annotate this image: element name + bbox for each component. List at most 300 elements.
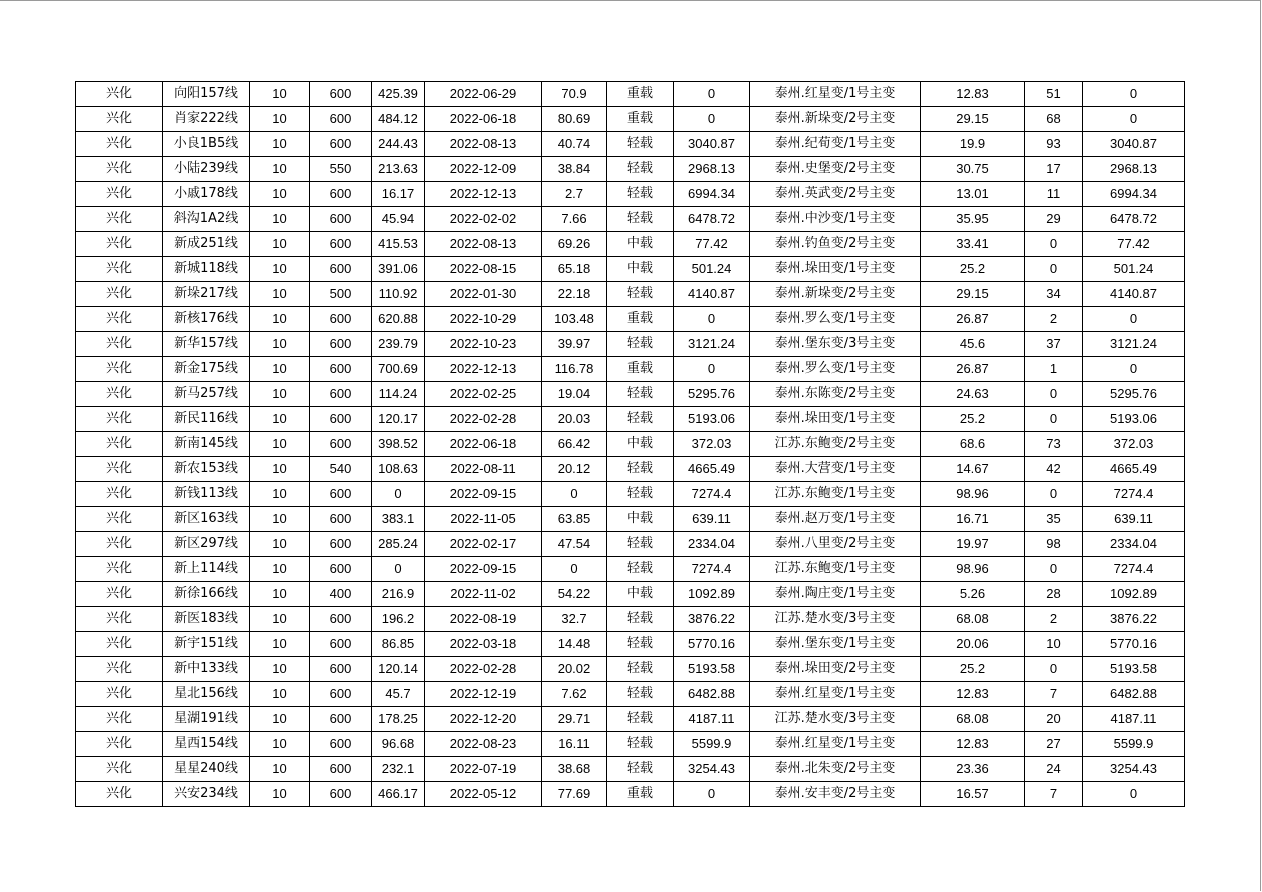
date-cell: 2022-09-15 (425, 482, 542, 507)
remaining-capacity-cell: 501.24 (1083, 257, 1185, 282)
load-status-cell: 重载 (607, 307, 674, 332)
voltage-cell: 10 (250, 332, 310, 357)
transformer-cell: 泰州.垛田变/1号主变 (750, 407, 921, 432)
voltage-cell: 10 (250, 232, 310, 257)
voltage-cell: 10 (250, 632, 310, 657)
capacity-cell: 600 (310, 107, 372, 132)
load-status-cell: 轻载 (607, 407, 674, 432)
count-cell: 68 (1025, 107, 1083, 132)
area-cell: 兴化 (76, 757, 163, 782)
transformer-cell: 泰州.垛田变/2号主变 (750, 657, 921, 682)
transformer-load-cell: 29.15 (921, 282, 1025, 307)
transformer-cell: 江苏.楚水变/3号主变 (750, 707, 921, 732)
transformer-cell: 泰州.纪荀变/1号主变 (750, 132, 921, 157)
area-cell: 兴化 (76, 407, 163, 432)
remaining-capacity-cell: 3040.87 (1083, 132, 1185, 157)
remaining-capacity-cell: 5599.9 (1083, 732, 1185, 757)
capacity-cell: 600 (310, 207, 372, 232)
voltage-cell: 10 (250, 732, 310, 757)
transformer-load-cell: 98.96 (921, 482, 1025, 507)
remaining-capacity-cell: 0 (1083, 307, 1185, 332)
area-cell: 兴化 (76, 632, 163, 657)
available-capacity-cell: 4140.87 (674, 282, 750, 307)
count-cell: 73 (1025, 432, 1083, 457)
count-cell: 0 (1025, 557, 1083, 582)
table-row (76, 357, 1185, 382)
available-capacity-cell: 5193.58 (674, 657, 750, 682)
line-name-cell: 向阳157线 (163, 82, 250, 107)
max-current-cell: 120.14 (372, 657, 425, 682)
max-current-cell: 216.9 (372, 582, 425, 607)
capacity-cell: 600 (310, 657, 372, 682)
transformer-cell: 泰州.八里变/2号主变 (750, 532, 921, 557)
remaining-capacity-cell: 4187.11 (1083, 707, 1185, 732)
transformer-cell: 泰州.英武变/2号主变 (750, 182, 921, 207)
transformer-load-cell: 13.01 (921, 182, 1025, 207)
voltage-cell: 10 (250, 482, 310, 507)
table-body (76, 82, 1185, 807)
max-current-cell: 425.39 (372, 82, 425, 107)
load-rate-cell: 2.7 (542, 182, 607, 207)
load-rate-cell: 47.54 (542, 532, 607, 557)
count-cell: 2 (1025, 307, 1083, 332)
voltage-cell: 10 (250, 132, 310, 157)
transformer-cell: 泰州.新垛变/2号主变 (750, 282, 921, 307)
transformer-load-cell: 20.06 (921, 632, 1025, 657)
load-status-cell: 重载 (607, 82, 674, 107)
load-rate-cell: 70.9 (542, 82, 607, 107)
count-cell: 34 (1025, 282, 1083, 307)
load-rate-cell: 77.69 (542, 782, 607, 807)
max-current-cell: 96.68 (372, 732, 425, 757)
max-current-cell: 285.24 (372, 532, 425, 557)
area-cell: 兴化 (76, 732, 163, 757)
voltage-cell: 10 (250, 157, 310, 182)
transformer-cell: 泰州.北朱变/2号主变 (750, 757, 921, 782)
area-cell: 兴化 (76, 582, 163, 607)
remaining-capacity-cell: 0 (1083, 82, 1185, 107)
load-rate-cell: 40.74 (542, 132, 607, 157)
max-current-cell: 239.79 (372, 332, 425, 357)
available-capacity-cell: 2968.13 (674, 157, 750, 182)
transformer-load-cell: 45.6 (921, 332, 1025, 357)
count-cell: 0 (1025, 407, 1083, 432)
line-name-cell: 新垛217线 (163, 282, 250, 307)
available-capacity-cell: 3121.24 (674, 332, 750, 357)
area-cell: 兴化 (76, 107, 163, 132)
capacity-cell: 600 (310, 732, 372, 757)
capacity-cell: 600 (310, 707, 372, 732)
remaining-capacity-cell: 5193.58 (1083, 657, 1185, 682)
transformer-load-cell: 29.15 (921, 107, 1025, 132)
transformer-load-cell: 16.57 (921, 782, 1025, 807)
load-status-cell: 轻载 (607, 607, 674, 632)
load-status-cell: 轻载 (607, 282, 674, 307)
table-row (76, 657, 1185, 682)
count-cell: 29 (1025, 207, 1083, 232)
line-name-cell: 星湖191线 (163, 707, 250, 732)
available-capacity-cell: 6482.88 (674, 682, 750, 707)
date-cell: 2022-05-12 (425, 782, 542, 807)
remaining-capacity-cell: 77.42 (1083, 232, 1185, 257)
transformer-load-cell: 19.97 (921, 532, 1025, 557)
capacity-cell: 600 (310, 607, 372, 632)
voltage-cell: 10 (250, 182, 310, 207)
table-row (76, 557, 1185, 582)
available-capacity-cell: 5295.76 (674, 382, 750, 407)
max-current-cell: 620.88 (372, 307, 425, 332)
available-capacity-cell: 3040.87 (674, 132, 750, 157)
available-capacity-cell: 501.24 (674, 257, 750, 282)
capacity-cell: 600 (310, 507, 372, 532)
area-cell: 兴化 (76, 282, 163, 307)
area-cell: 兴化 (76, 557, 163, 582)
voltage-cell: 10 (250, 507, 310, 532)
line-name-cell: 星西154线 (163, 732, 250, 757)
load-status-cell: 轻载 (607, 382, 674, 407)
date-cell: 2022-09-15 (425, 557, 542, 582)
load-rate-cell: 7.62 (542, 682, 607, 707)
remaining-capacity-cell: 3254.43 (1083, 757, 1185, 782)
area-cell: 兴化 (76, 207, 163, 232)
date-cell: 2022-11-02 (425, 582, 542, 607)
count-cell: 28 (1025, 582, 1083, 607)
area-cell: 兴化 (76, 682, 163, 707)
available-capacity-cell: 5770.16 (674, 632, 750, 657)
line-name-cell: 新宇151线 (163, 632, 250, 657)
table-row (76, 207, 1185, 232)
transformer-cell: 泰州.罗么变/1号主变 (750, 357, 921, 382)
max-current-cell: 700.69 (372, 357, 425, 382)
transformer-cell: 泰州.史堡变/2号主变 (750, 157, 921, 182)
line-name-cell: 新医183线 (163, 607, 250, 632)
load-status-cell: 轻载 (607, 632, 674, 657)
transformer-cell: 泰州.堡东变/1号主变 (750, 632, 921, 657)
table-row (76, 282, 1185, 307)
load-status-cell: 轻载 (607, 207, 674, 232)
available-capacity-cell: 6478.72 (674, 207, 750, 232)
load-status-cell: 重载 (607, 357, 674, 382)
load-status-cell: 轻载 (607, 132, 674, 157)
load-status-cell: 轻载 (607, 757, 674, 782)
count-cell: 51 (1025, 82, 1083, 107)
load-status-cell: 轻载 (607, 732, 674, 757)
transformer-load-cell: 24.63 (921, 382, 1025, 407)
max-current-cell: 232.1 (372, 757, 425, 782)
capacity-cell: 600 (310, 357, 372, 382)
area-cell: 兴化 (76, 532, 163, 557)
table-row (76, 382, 1185, 407)
date-cell: 2022-10-23 (425, 332, 542, 357)
transformer-load-cell: 25.2 (921, 257, 1025, 282)
remaining-capacity-cell: 2968.13 (1083, 157, 1185, 182)
table-row (76, 682, 1185, 707)
max-current-cell: 16.17 (372, 182, 425, 207)
available-capacity-cell: 3876.22 (674, 607, 750, 632)
load-status-cell: 中载 (607, 507, 674, 532)
load-status-cell: 中载 (607, 432, 674, 457)
remaining-capacity-cell: 4665.49 (1083, 457, 1185, 482)
line-name-cell: 新南145线 (163, 432, 250, 457)
area-cell: 兴化 (76, 457, 163, 482)
remaining-capacity-cell: 0 (1083, 107, 1185, 132)
capacity-cell: 600 (310, 407, 372, 432)
load-rate-cell: 103.48 (542, 307, 607, 332)
date-cell: 2022-06-29 (425, 82, 542, 107)
remaining-capacity-cell: 6994.34 (1083, 182, 1185, 207)
load-rate-cell: 38.84 (542, 157, 607, 182)
date-cell: 2022-12-09 (425, 157, 542, 182)
transformer-cell: 泰州.垛田变/1号主变 (750, 257, 921, 282)
load-status-cell: 轻载 (607, 682, 674, 707)
voltage-cell: 10 (250, 82, 310, 107)
line-name-cell: 斜沟1A2线 (163, 207, 250, 232)
line-name-cell: 新华157线 (163, 332, 250, 357)
date-cell: 2022-02-28 (425, 657, 542, 682)
capacity-cell: 600 (310, 382, 372, 407)
transformer-load-cell: 68.08 (921, 707, 1025, 732)
capacity-cell: 600 (310, 307, 372, 332)
area-cell: 兴化 (76, 357, 163, 382)
max-current-cell: 45.7 (372, 682, 425, 707)
load-rate-cell: 80.69 (542, 107, 607, 132)
transformer-load-cell: 35.95 (921, 207, 1025, 232)
table-row (76, 732, 1185, 757)
transformer-cell: 泰州.钓鱼变/2号主变 (750, 232, 921, 257)
transformer-load-cell: 26.87 (921, 307, 1025, 332)
table-row (76, 457, 1185, 482)
load-status-cell: 轻载 (607, 157, 674, 182)
load-status-cell: 轻载 (607, 457, 674, 482)
transformer-load-cell: 25.2 (921, 407, 1025, 432)
line-name-cell: 新民116线 (163, 407, 250, 432)
date-cell: 2022-08-13 (425, 232, 542, 257)
voltage-cell: 10 (250, 207, 310, 232)
date-cell: 2022-07-19 (425, 757, 542, 782)
line-name-cell: 新中133线 (163, 657, 250, 682)
area-cell: 兴化 (76, 482, 163, 507)
remaining-capacity-cell: 7274.4 (1083, 557, 1185, 582)
voltage-cell: 10 (250, 682, 310, 707)
load-rate-cell: 116.78 (542, 357, 607, 382)
line-name-cell: 新农153线 (163, 457, 250, 482)
max-current-cell: 196.2 (372, 607, 425, 632)
table-row (76, 532, 1185, 557)
load-rate-cell: 0 (542, 482, 607, 507)
load-status-cell: 轻载 (607, 332, 674, 357)
count-cell: 1 (1025, 357, 1083, 382)
load-rate-cell: 20.03 (542, 407, 607, 432)
area-cell: 兴化 (76, 182, 163, 207)
capacity-cell: 600 (310, 632, 372, 657)
voltage-cell: 10 (250, 257, 310, 282)
load-status-cell: 轻载 (607, 657, 674, 682)
area-cell: 兴化 (76, 382, 163, 407)
transformer-load-cell: 12.83 (921, 682, 1025, 707)
capacity-cell: 600 (310, 132, 372, 157)
load-rate-cell: 65.18 (542, 257, 607, 282)
transformer-load-cell: 12.83 (921, 732, 1025, 757)
max-current-cell: 383.1 (372, 507, 425, 532)
voltage-cell: 10 (250, 307, 310, 332)
voltage-cell: 10 (250, 782, 310, 807)
table-row (76, 432, 1185, 457)
max-current-cell: 415.53 (372, 232, 425, 257)
capacity-cell: 600 (310, 232, 372, 257)
available-capacity-cell: 372.03 (674, 432, 750, 457)
voltage-cell: 10 (250, 707, 310, 732)
date-cell: 2022-08-23 (425, 732, 542, 757)
load-rate-cell: 14.48 (542, 632, 607, 657)
voltage-cell: 10 (250, 457, 310, 482)
load-status-cell: 重载 (607, 107, 674, 132)
available-capacity-cell: 7274.4 (674, 482, 750, 507)
load-rate-cell: 22.18 (542, 282, 607, 307)
transformer-load-cell: 68.6 (921, 432, 1025, 457)
max-current-cell: 86.85 (372, 632, 425, 657)
capacity-cell: 600 (310, 682, 372, 707)
area-cell: 兴化 (76, 132, 163, 157)
load-status-cell: 轻载 (607, 707, 674, 732)
line-name-cell: 新马257线 (163, 382, 250, 407)
line-name-cell: 新区297线 (163, 532, 250, 557)
remaining-capacity-cell: 4140.87 (1083, 282, 1185, 307)
load-rate-cell: 66.42 (542, 432, 607, 457)
load-rate-cell: 32.7 (542, 607, 607, 632)
line-name-cell: 小良1B5线 (163, 132, 250, 157)
count-cell: 0 (1025, 257, 1083, 282)
max-current-cell: 45.94 (372, 207, 425, 232)
transformer-cell: 泰州.中沙变/1号主变 (750, 207, 921, 232)
count-cell: 2 (1025, 607, 1083, 632)
table-row (76, 157, 1185, 182)
count-cell: 20 (1025, 707, 1083, 732)
capacity-cell: 540 (310, 457, 372, 482)
available-capacity-cell: 3254.43 (674, 757, 750, 782)
line-name-cell: 星星240线 (163, 757, 250, 782)
voltage-cell: 10 (250, 382, 310, 407)
date-cell: 2022-12-20 (425, 707, 542, 732)
available-capacity-cell: 0 (674, 107, 750, 132)
voltage-cell: 10 (250, 582, 310, 607)
area-cell: 兴化 (76, 657, 163, 682)
count-cell: 0 (1025, 482, 1083, 507)
max-current-cell: 484.12 (372, 107, 425, 132)
area-cell: 兴化 (76, 257, 163, 282)
max-current-cell: 398.52 (372, 432, 425, 457)
table-row (76, 607, 1185, 632)
capacity-cell: 600 (310, 257, 372, 282)
count-cell: 27 (1025, 732, 1083, 757)
capacity-cell: 600 (310, 782, 372, 807)
area-cell: 兴化 (76, 432, 163, 457)
transformer-cell: 泰州.罗么变/1号主变 (750, 307, 921, 332)
transformer-cell: 泰州.大营变/1号主变 (750, 457, 921, 482)
load-rate-cell: 39.97 (542, 332, 607, 357)
table-row (76, 232, 1185, 257)
table-row (76, 407, 1185, 432)
max-current-cell: 110.92 (372, 282, 425, 307)
max-current-cell: 0 (372, 482, 425, 507)
count-cell: 7 (1025, 682, 1083, 707)
line-name-cell: 新钱113线 (163, 482, 250, 507)
area-cell: 兴化 (76, 707, 163, 732)
table-row (76, 82, 1185, 107)
table-row (76, 582, 1185, 607)
available-capacity-cell: 1092.89 (674, 582, 750, 607)
transformer-load-cell: 14.67 (921, 457, 1025, 482)
count-cell: 24 (1025, 757, 1083, 782)
load-rate-cell: 63.85 (542, 507, 607, 532)
table-row (76, 482, 1185, 507)
line-name-cell: 新上114线 (163, 557, 250, 582)
table-row (76, 132, 1185, 157)
line-name-cell: 新徐166线 (163, 582, 250, 607)
load-rate-cell: 20.12 (542, 457, 607, 482)
remaining-capacity-cell: 6478.72 (1083, 207, 1185, 232)
available-capacity-cell: 639.11 (674, 507, 750, 532)
count-cell: 37 (1025, 332, 1083, 357)
load-rate-cell: 38.68 (542, 757, 607, 782)
load-status-cell: 轻载 (607, 557, 674, 582)
capacity-cell: 600 (310, 332, 372, 357)
capacity-cell: 500 (310, 282, 372, 307)
date-cell: 2022-08-19 (425, 607, 542, 632)
available-capacity-cell: 5193.06 (674, 407, 750, 432)
load-rate-cell: 29.71 (542, 707, 607, 732)
date-cell: 2022-02-28 (425, 407, 542, 432)
transformer-cell: 泰州.安丰变/2号主变 (750, 782, 921, 807)
date-cell: 2022-10-29 (425, 307, 542, 332)
transformer-load-cell: 12.83 (921, 82, 1025, 107)
transformer-load-cell: 5.26 (921, 582, 1025, 607)
load-status-cell: 中载 (607, 582, 674, 607)
transformer-cell: 江苏.楚水变/3号主变 (750, 607, 921, 632)
count-cell: 10 (1025, 632, 1083, 657)
available-capacity-cell: 4187.11 (674, 707, 750, 732)
transformer-cell: 江苏.东鲍变/2号主变 (750, 432, 921, 457)
max-current-cell: 0 (372, 557, 425, 582)
remaining-capacity-cell: 7274.4 (1083, 482, 1185, 507)
date-cell: 2022-03-18 (425, 632, 542, 657)
table-row (76, 307, 1185, 332)
capacity-cell: 550 (310, 157, 372, 182)
date-cell: 2022-01-30 (425, 282, 542, 307)
capacity-cell: 600 (310, 182, 372, 207)
transformer-load-cell: 98.96 (921, 557, 1025, 582)
max-current-cell: 114.24 (372, 382, 425, 407)
load-status-cell: 重载 (607, 782, 674, 807)
load-rate-cell: 20.02 (542, 657, 607, 682)
count-cell: 11 (1025, 182, 1083, 207)
transformer-cell: 泰州.新垛变/2号主变 (750, 107, 921, 132)
date-cell: 2022-06-18 (425, 432, 542, 457)
transformer-cell: 泰州.红星变/1号主变 (750, 732, 921, 757)
load-status-cell: 轻载 (607, 182, 674, 207)
load-rate-cell: 69.26 (542, 232, 607, 257)
count-cell: 0 (1025, 382, 1083, 407)
capacity-cell: 400 (310, 582, 372, 607)
available-capacity-cell: 7274.4 (674, 557, 750, 582)
available-capacity-cell: 77.42 (674, 232, 750, 257)
transformer-load-cell: 16.71 (921, 507, 1025, 532)
date-cell: 2022-08-11 (425, 457, 542, 482)
table-row (76, 757, 1185, 782)
remaining-capacity-cell: 372.03 (1083, 432, 1185, 457)
remaining-capacity-cell: 5770.16 (1083, 632, 1185, 657)
voltage-cell: 10 (250, 282, 310, 307)
available-capacity-cell: 0 (674, 782, 750, 807)
